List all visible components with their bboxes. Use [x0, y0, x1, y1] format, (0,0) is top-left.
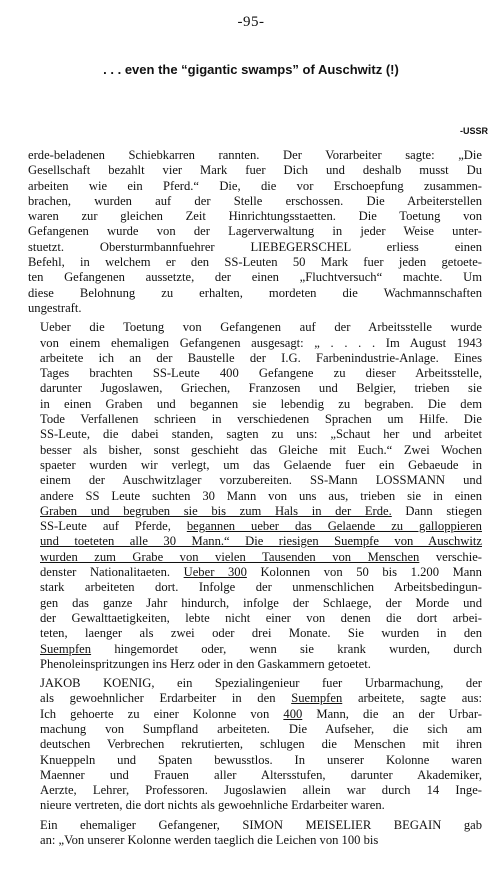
text-line: deutschen Verbrechen rekrutierten, schlugen die Menschen mit ihren [40, 737, 482, 752]
text-line: Maenner und Frauen aller Altersstufen, darunter Akademiker, [40, 767, 482, 782]
text-line: Suempfen hingemordet oder, wenn sie krank wurden, durch [40, 641, 482, 656]
text-line: Ueber die Toetung von Gefangenen auf der Arbeitsstelle wurde [40, 320, 482, 335]
text-line: arbeiten wie ein Pferd.“ Die, die vor Erschoepfung zusammen- [28, 178, 482, 193]
text-line: machung von Sumpfland arbeiteten. Die Aufseher, die sich am [40, 721, 482, 736]
text-line: brachen, wurden auf der Stelle erschossen. Die Arbeiterstellen [28, 193, 482, 208]
text-line: darunter Jugoslawen, Griechen, Franzosen und Belgier, trieben sie [40, 381, 482, 396]
text-line: stuetzt. Obersturmbannfuehrer LIEBEGERSCHEL erliess einen [28, 239, 482, 254]
text-line: ten Gefangenen aussetzte, der einen „Fluchtversuch“ machte. Um [28, 270, 482, 285]
text-line: Graben und begruben sie bis zum Hals in der Erde. Dann stiegen [40, 503, 483, 518]
text-line: andere SS Leute suchten 30 Mann von uns aus, trieben sie in einen [40, 488, 482, 503]
text-line: und toeteten alle 30 Mann.“ Die riesigen Suempfe von Auschwitz [40, 534, 482, 549]
text-line: JAKOB KOENIG, ein Spezialingenieur fuer Urbarmachung, der [40, 676, 482, 691]
text-line: in einen Graben und begannen sie lebendig zu begraben. Die dem [40, 396, 482, 411]
text-line: gen das ganze Jahr hindurch, infolge der Schlaege, der Morde und [40, 595, 482, 610]
text-line: spaeter wurden wir verlegt, um das Gelaende fuer ein Gebaeude in [40, 457, 482, 472]
text-line: Gesellschaft bezahlt vier Mark fuer Dich und deshalb musst Du [28, 163, 482, 178]
text-line: stark arbeiteten dort. Infolge der unmenschlichen Arbeitsbedingun- [40, 580, 482, 595]
text-line: der Gewalttaetigkeiten, lebte nicht einer von denen die dort arbei- [40, 610, 482, 625]
text-line: Phenoleinspritzungen ins Herz oder in den Gaskammern getoetet. [40, 656, 371, 671]
text-line: Tode Verfallenen schrieen in verschiedenen Sprachen um Hilfe. Die [40, 412, 482, 427]
text-line: ungestraft. [28, 300, 82, 315]
text-line: nieure vertreten, die dort nichts als gewoehnliche Erdarbeiter waren. [40, 798, 385, 813]
paragraph-1 [28, 148, 482, 316]
text-line: teten, laenger als zwei oder drei Monate. Sie wurden in den [40, 626, 482, 641]
text-line: Gefangenen wurde von der Lagerverwaltung in jeder Weise unter- [28, 224, 482, 239]
text-line: Knueppeln und Spaten bewusstlos. In unserer Kolonne waren [40, 752, 482, 767]
text-line: SS-Leute, die dabei standen, sagten zu uns: „Schaut her und arbeitet [40, 427, 482, 442]
text-line: SS-Leute auf Pferde, begannen ueber das Gelaende zu galloppieren [40, 519, 482, 534]
paragraph-2 [28, 320, 482, 672]
text-line: als gewoehnlicher Erdarbeiter in den Suempfen arbeitete, sagte aus: [40, 691, 482, 706]
page-number: -95- [237, 14, 265, 30]
text-line: Ein ehemaliger Gefangener, SIMON MEISELIER BEGAIN gab [40, 817, 482, 832]
text-line: Befehl, in welchem er den SS-Leuten 50 Mark fuer jeden getoete- [28, 255, 482, 270]
text-line: wurden zum Grabe von vielen Tausenden von Menschen verschie- [40, 549, 482, 564]
body-text [28, 148, 482, 848]
text-line: diese Belohnung zu erhalten, mordeten die Wachmannschaften [28, 285, 482, 300]
text-line: besser als bisher, sonst geschieht das Gleiche mit Euch.“ Zwei Wochen [40, 442, 482, 457]
text-line: von einem ehemaligen Gefangenen ausgesagt: „ . . . . Im August 1943 [40, 335, 482, 350]
paragraph-3 [28, 676, 482, 814]
text-line: arbeitete ich an der Baustelle der I.G. Farbenindustrie-Anlage. Eines [40, 350, 482, 365]
text-line: Aerzte, Lehrer, Professoren. Jugoslawien allein war durch 14 Inge- [40, 783, 482, 798]
text-line: Ich gehoerte zu einer Kolonne von 400 Mann, die an der Urbar- [40, 706, 482, 721]
text-line: Tages brachten SS-Leute 400 Gefangene zu dieser Arbeitsstelle, [40, 366, 482, 381]
text-line: an: „Von unserer Kolonne werden taeglich die Leichen von 100 bis [40, 833, 379, 848]
paragraph-4 [28, 818, 482, 849]
text-line: einem der Auschwitzlager vorzubereiten. SS-Mann LOSSMANN und [40, 473, 482, 488]
source-tag: -USSR [459, 126, 488, 136]
text-line: waren zur gleichen Zeit Hinrichtungsstaetten. Die Toetung von [28, 209, 482, 224]
page-heading: . . . even the “gigantic swamps” of Auschwitz (!) [103, 62, 399, 77]
text-line: erde-beladenen Schiebkarren rannten. Der Vorarbeiter sagte: „Die [28, 148, 482, 162]
text-line: denster Nationalitaeten. Ueber 300 Kolonnen von 50 bis 1.200 Mann [40, 565, 482, 580]
